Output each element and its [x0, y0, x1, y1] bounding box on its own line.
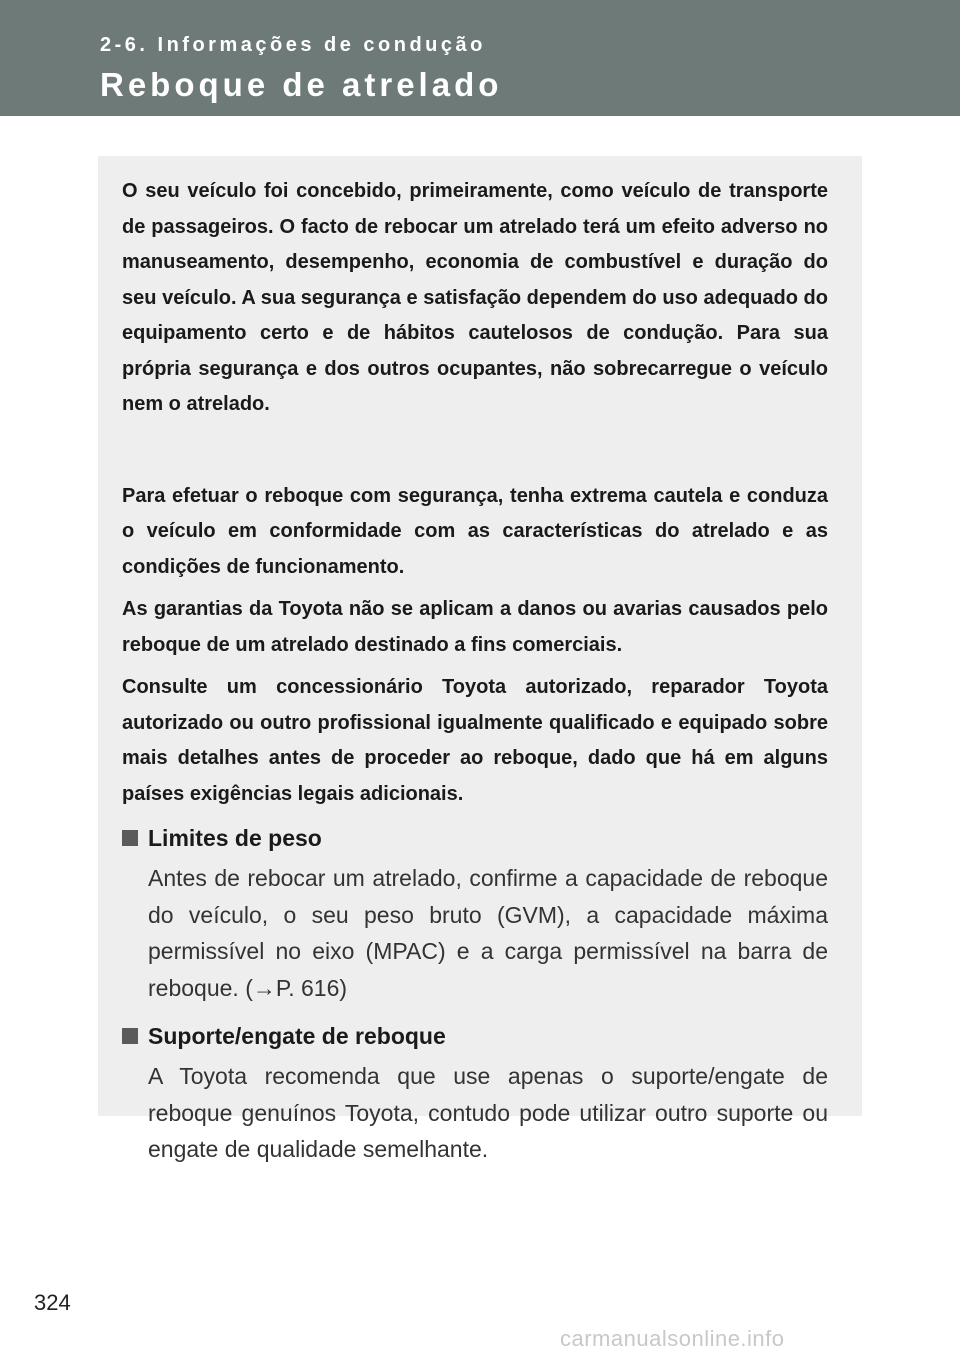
paragraph-towing-safety: Para efetuar o reboque com segurança, tenha extrema cautela e conduza o veículo em conformidade com as características do atrelado e as condições de funcionamento. [122, 484, 828, 578]
content-inner [122, 174, 828, 1182]
subsection-heading-text: Suporte/engate de reboque [148, 1023, 446, 1049]
subsection-body: A Toyota recomenda que use apenas o suporte/engate de reboque genuínos Toyota, contudo pode utilizar outro suporte ou engate de qualidade semelhante. [148, 1063, 828, 1162]
page-header [0, 0, 960, 116]
subsection-body: Antes de rebocar um atrelado, confirme a capacidade de reboque do veículo, o seu peso bruto (GVM), a capacidade máxima permissível no eixo (MPAC) e a carga permissível na barra de reboque. (→P. 616) [148, 865, 828, 1001]
content-box [98, 156, 862, 1162]
paragraph-warranty: As garantias da Toyota não se aplicam a danos ou avarias causados pelo reboque de um atrelado destinado a fins comerciais. [122, 598, 828, 656]
page-number: 324 [34, 1290, 71, 1315]
page-title: Reboque de atrelado [100, 66, 503, 103]
square-bullet-icon [122, 1028, 138, 1044]
subsection-heading [122, 822, 828, 854]
square-bullet-icon [122, 830, 138, 846]
subsection-hitch [122, 1020, 828, 1168]
subsection-weight-limits [122, 822, 828, 1006]
subsection-heading [122, 1020, 828, 1052]
intro-paragraph: O seu veículo foi concebido, primeiramente, como veículo de transporte de passageiros. O facto de rebocar um atrelado terá um efeito adverso no manuseamento, desempenho, economia de combustível e duração do seu veículo. A sua segurança e satisfação dependem do uso adequado do equipamento certo e de hábitos cautelosos de condução. Para sua própria segurança e dos outros ocupantes, não sobrecarregue o veículo nem o atrelado. [122, 180, 828, 415]
paragraph-consult-dealer: Consulte um concessionário Toyota autorizado, reparador Toyota autorizado ou outro profissional igualmente qualificado e equipado sobre mais detalhes antes de proceder ao reboque, dado que há em alguns países exigências legais adicionais. [122, 676, 828, 805]
watermark: carmanualsonline.info [560, 1326, 785, 1351]
subsection-heading-text: Limites de peso [148, 825, 322, 851]
section-label: 2-6. Informações de condução [100, 34, 486, 56]
